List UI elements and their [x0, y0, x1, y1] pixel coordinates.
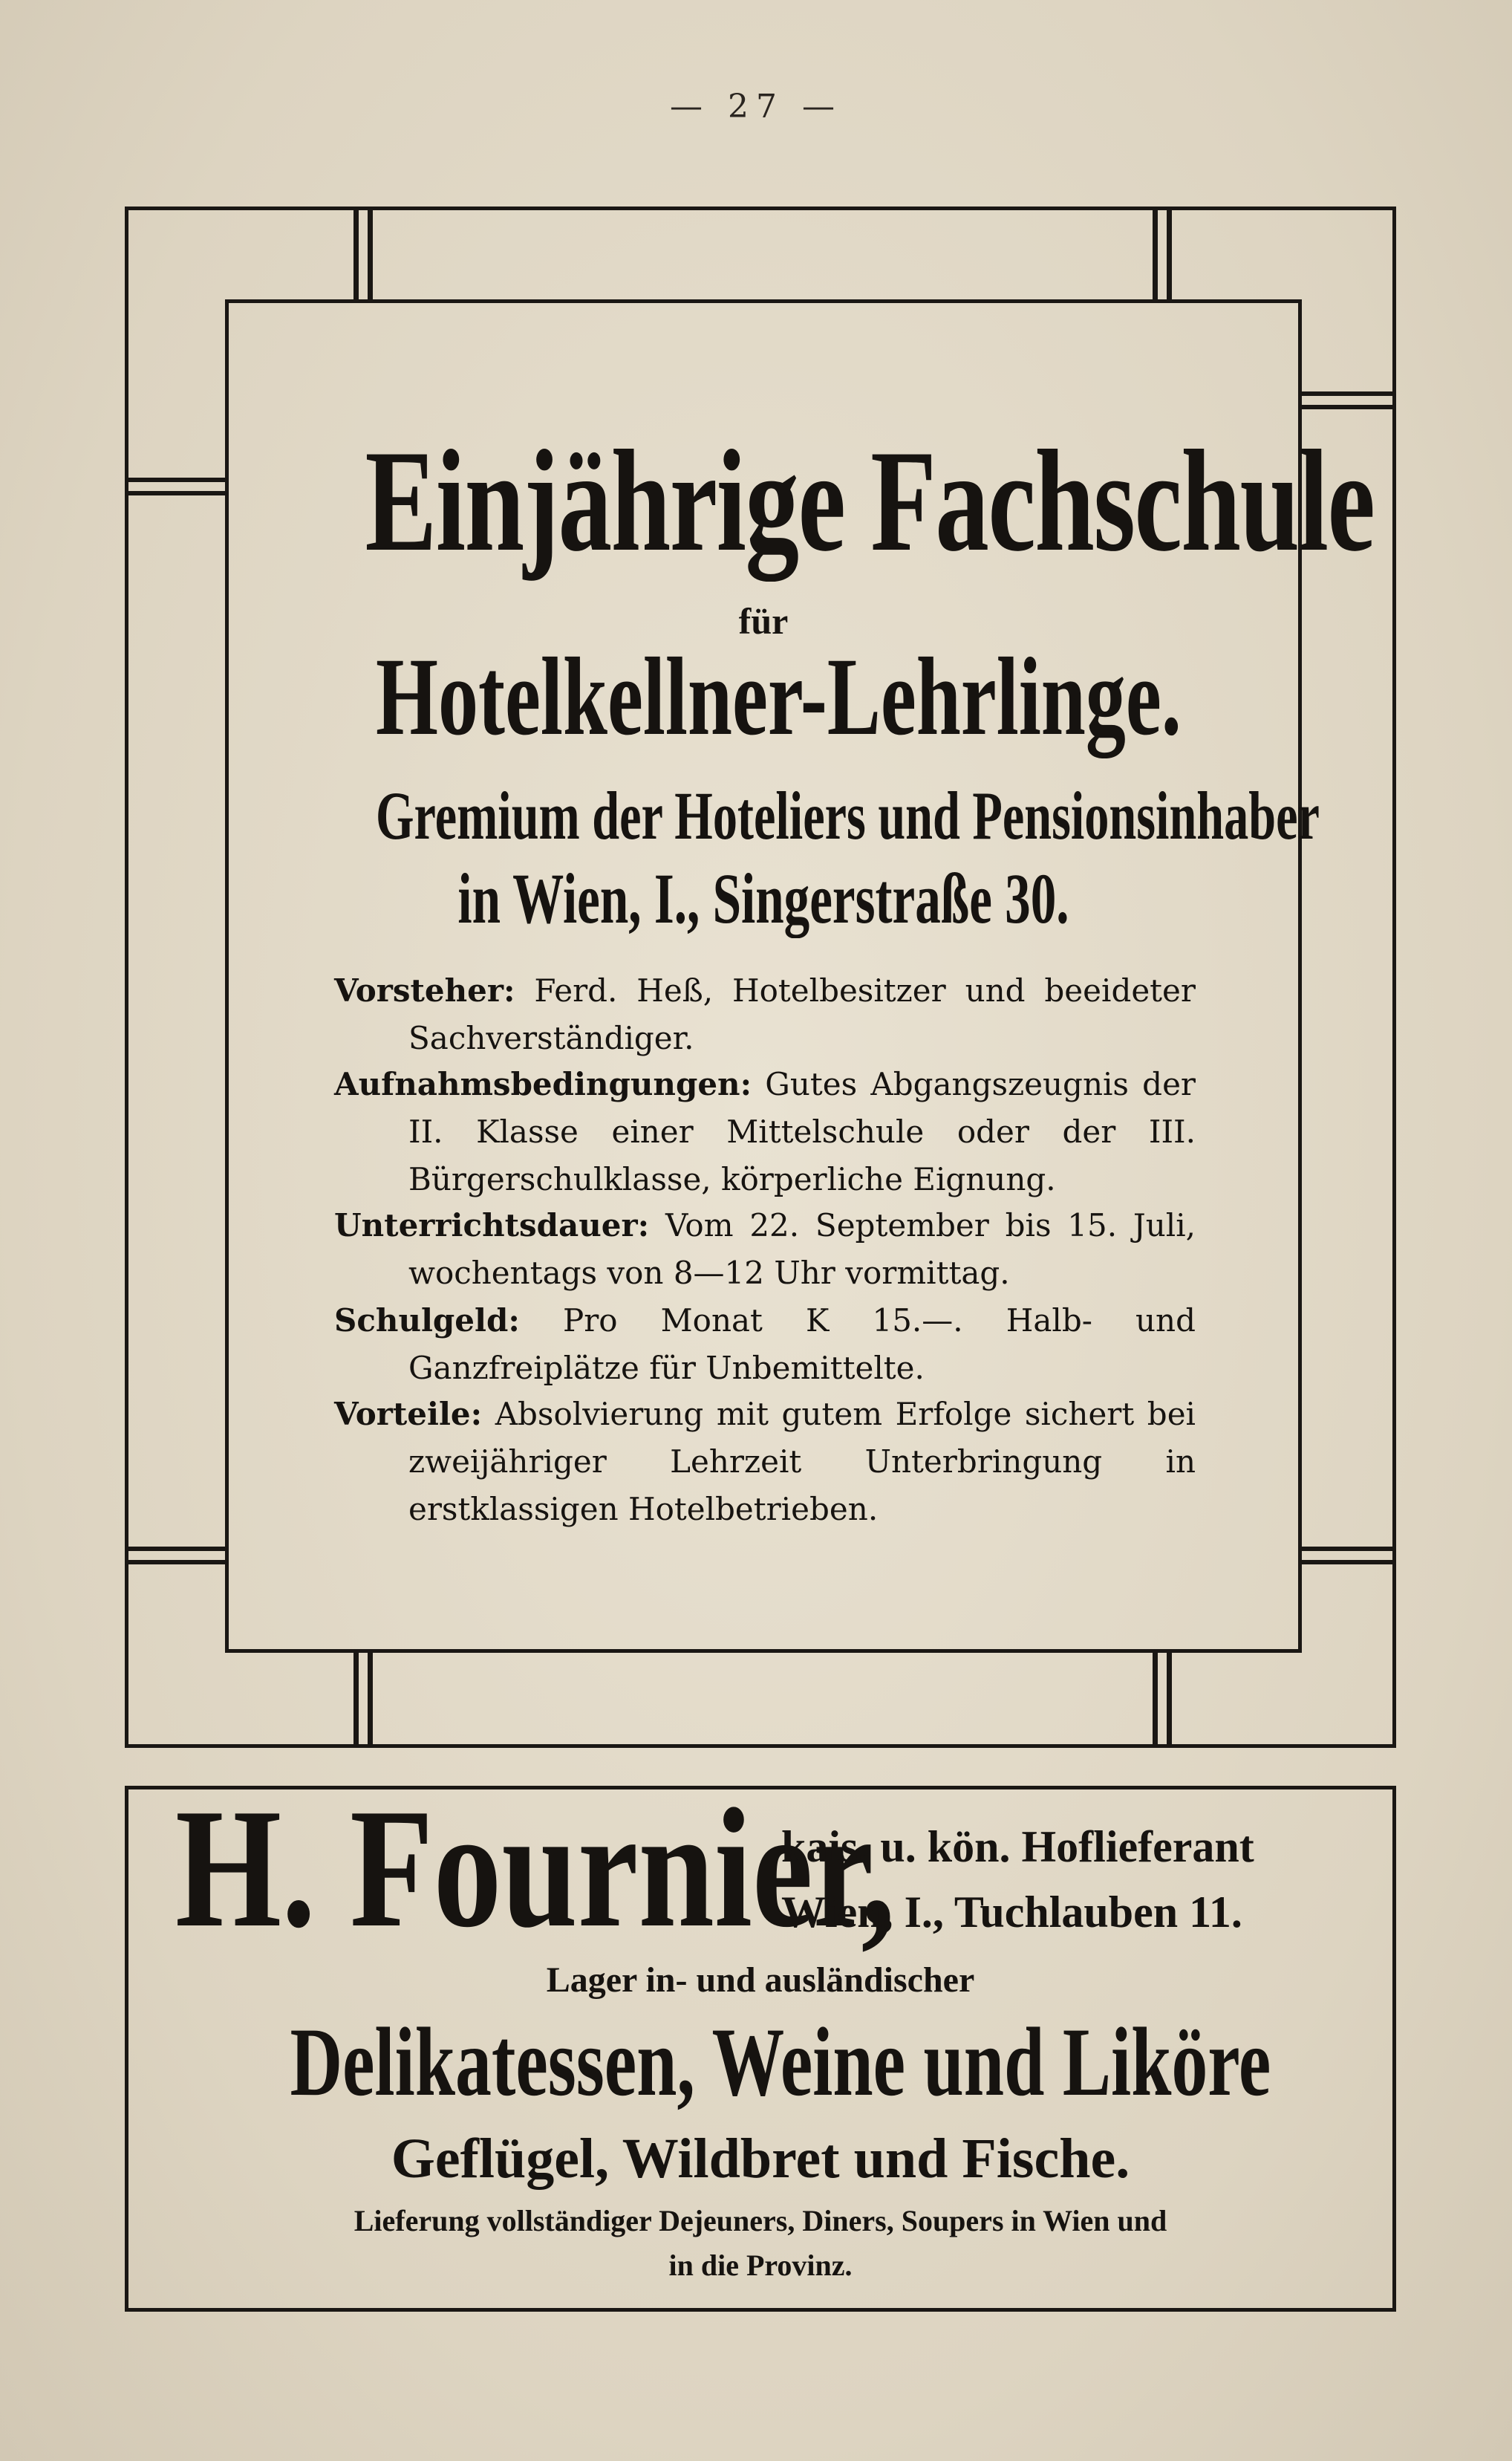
shop-ad-delivery-line: Lieferung vollständiger Dejeuners, Diners, Soupers in Wien und: [353, 2204, 1167, 2237]
shop-ad-headline: Delikatessen, Weine und Liköre: [290, 2007, 1271, 2116]
school-ad-preposition: für: [738, 600, 789, 642]
shop-ad-address-block: [781, 1814, 1346, 1945]
detail-label: Aufnahmsbedingungen:: [334, 1066, 752, 1102]
detail-label: Vorteile:: [334, 1396, 483, 1432]
detail-text: Vom 22. September bis 15. Juli, wochentags von 8—12 Uhr vormittag.: [408, 1207, 1196, 1291]
shop-ad-name: H. Fournier,: [175, 1773, 896, 1963]
detail-label: Schulgeld:: [334, 1302, 520, 1339]
shop-ad-subline: Geflügel, Wildbret und Fische.: [391, 2127, 1130, 2190]
school-ad-title: Einjährige Fachschule: [365, 420, 1375, 582]
school-ad-subtitle: Hotelkellner-Lehrlinge.: [376, 635, 1182, 758]
detail-label: Vorsteher:: [334, 972, 515, 1009]
school-ad-organization: Gremium der Hoteliers und Pensionsinhaber: [376, 778, 1320, 854]
page-number: — 27 —: [670, 88, 842, 126]
detail-text: Gutes Abgangszeugnis der II. Klasse einer Mittelschule oder der III. Bürgerschulklasse, körperliche Eignung.: [408, 1066, 1196, 1197]
detail-label: Unterrichtsdauer:: [334, 1207, 650, 1243]
school-ad-detail: [334, 1202, 1196, 1297]
detail-text: Absolvierung mit gutem Erfolge sichert bei zweijähriger Lehrzeit Unterbringung in erstklassigen Hotelbetrieben.: [408, 1396, 1196, 1527]
school-ad-detail: [334, 1297, 1196, 1392]
shop-ad-address-line: Wien, I., Tuchlauben 11.: [781, 1888, 1242, 1937]
school-ad-detail: [334, 1061, 1196, 1203]
shop-ad-delivery-line: in die Provinz.: [668, 2249, 853, 2282]
school-ad-location: in Wien, I., Singerstraße 30.: [457, 859, 1069, 938]
detail-text: Ferd. Heß, Hotelbesitzer und beeideter Sachverständiger.: [408, 972, 1196, 1056]
shop-ad-title-line: kais. u. kön. Hoflieferant: [781, 1822, 1254, 1871]
shop-ad-stock-line: Lager in- und ausländischer: [546, 1960, 975, 2000]
school-ad-detail: [334, 1391, 1196, 1533]
school-ad-detail: [334, 967, 1196, 1062]
detail-text: Pro Monat K 15.—. Halb- und Ganzfreiplätze für Unbemittelte.: [408, 1302, 1196, 1386]
